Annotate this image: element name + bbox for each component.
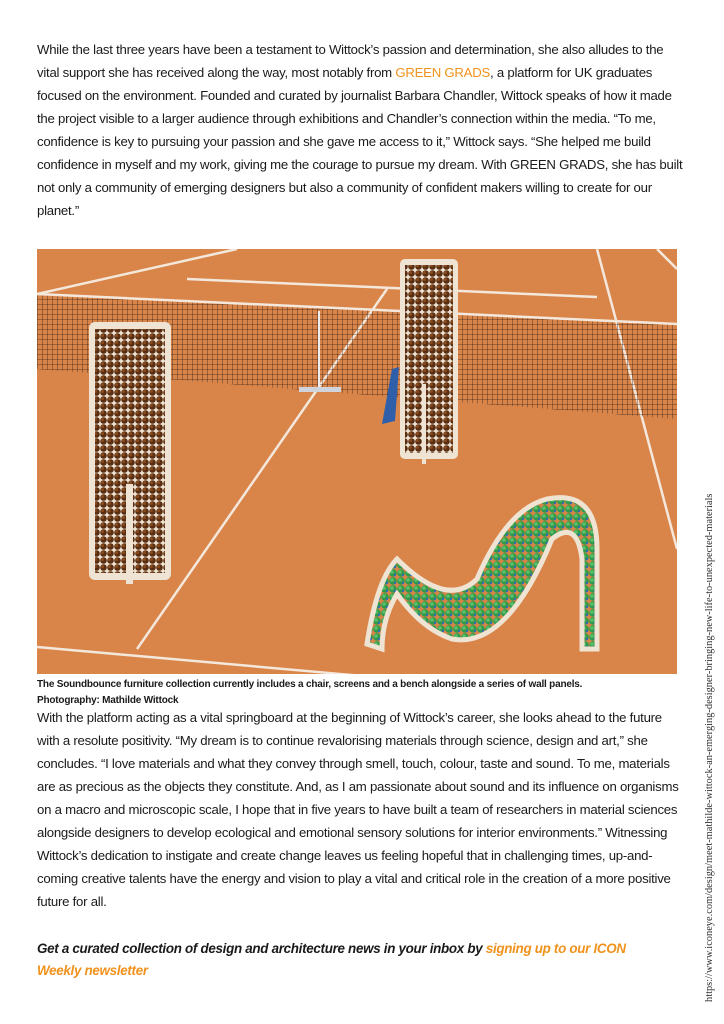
paragraph-future: With the platform acting as a vital springboard at the beginning of Wittock’s career, she looks ahead to the future with a resolute positivity. “My dream is to continue revalorising materials through science, design and art,” she concludes. “I love materials and what they convey through smell, touch, colour, taste and sound. To me, materials are as precious as the objects they constitute. And, as I am passionate about sound and its influence on organisms on a macro and microscopic scale, I hope that in five years to have built a team of researchers in material sciences alongside designers to develop ecological and emotional sensory solutions for interior environments.” Witnessing Wittock’s dedication to instigate and create change leaves us feeling hopeful that in challenging times, up-and-coming creative talents have the energy and vision to play a vital and critical role in the creation of a more positive future for all. — [37, 710, 679, 909]
tennis-court-illustration — [37, 249, 677, 674]
green-grads-link[interactable]: GREEN GRADS — [395, 65, 491, 80]
cta-text: Get a curated collection of design and architecture news in your inbox by — [37, 941, 486, 956]
paragraph-green-grads — [37, 38, 685, 222]
soundbounce-photo — [37, 249, 677, 674]
source-url: https://www.iconeye.com/design/meet-mathilde-wittock-an-emerging-designer-bringing-new-life-to-unexpected-materials — [704, 493, 715, 1002]
newsletter-signup-link[interactable]: signing up to our ICON Weekly newsletter — [37, 941, 626, 978]
paragraph-text: While the last three years have been a testament to Wittock’s passion and determination, she also alludes to the vital support she has received along the way, most notably from — [37, 42, 664, 80]
paragraph-text: , a platform for UK graduates focused on the environment. Founded and curated by journalist Barbara Chandler, Wittock speaks of how it made the project visible to a larger audience through exhibitions and Chandler’s connection within the media. “To me, confidence is key to pursuing your passion and she gave me access to it,” Wittock says. “She helped me build confidence in myself and my work, giving me the courage to pursue my dream. With GREEN GRADS, she has built not only a community of emerging designers but also a community of confident makers willing to create for our planet.” — [37, 65, 683, 218]
newsletter-cta — [37, 938, 657, 982]
image-caption: The Soundbounce furniture collection currently includes a chair, screens and a bench alongside a series of wall panels. Photography: Mathilde Wittock — [37, 679, 583, 706]
